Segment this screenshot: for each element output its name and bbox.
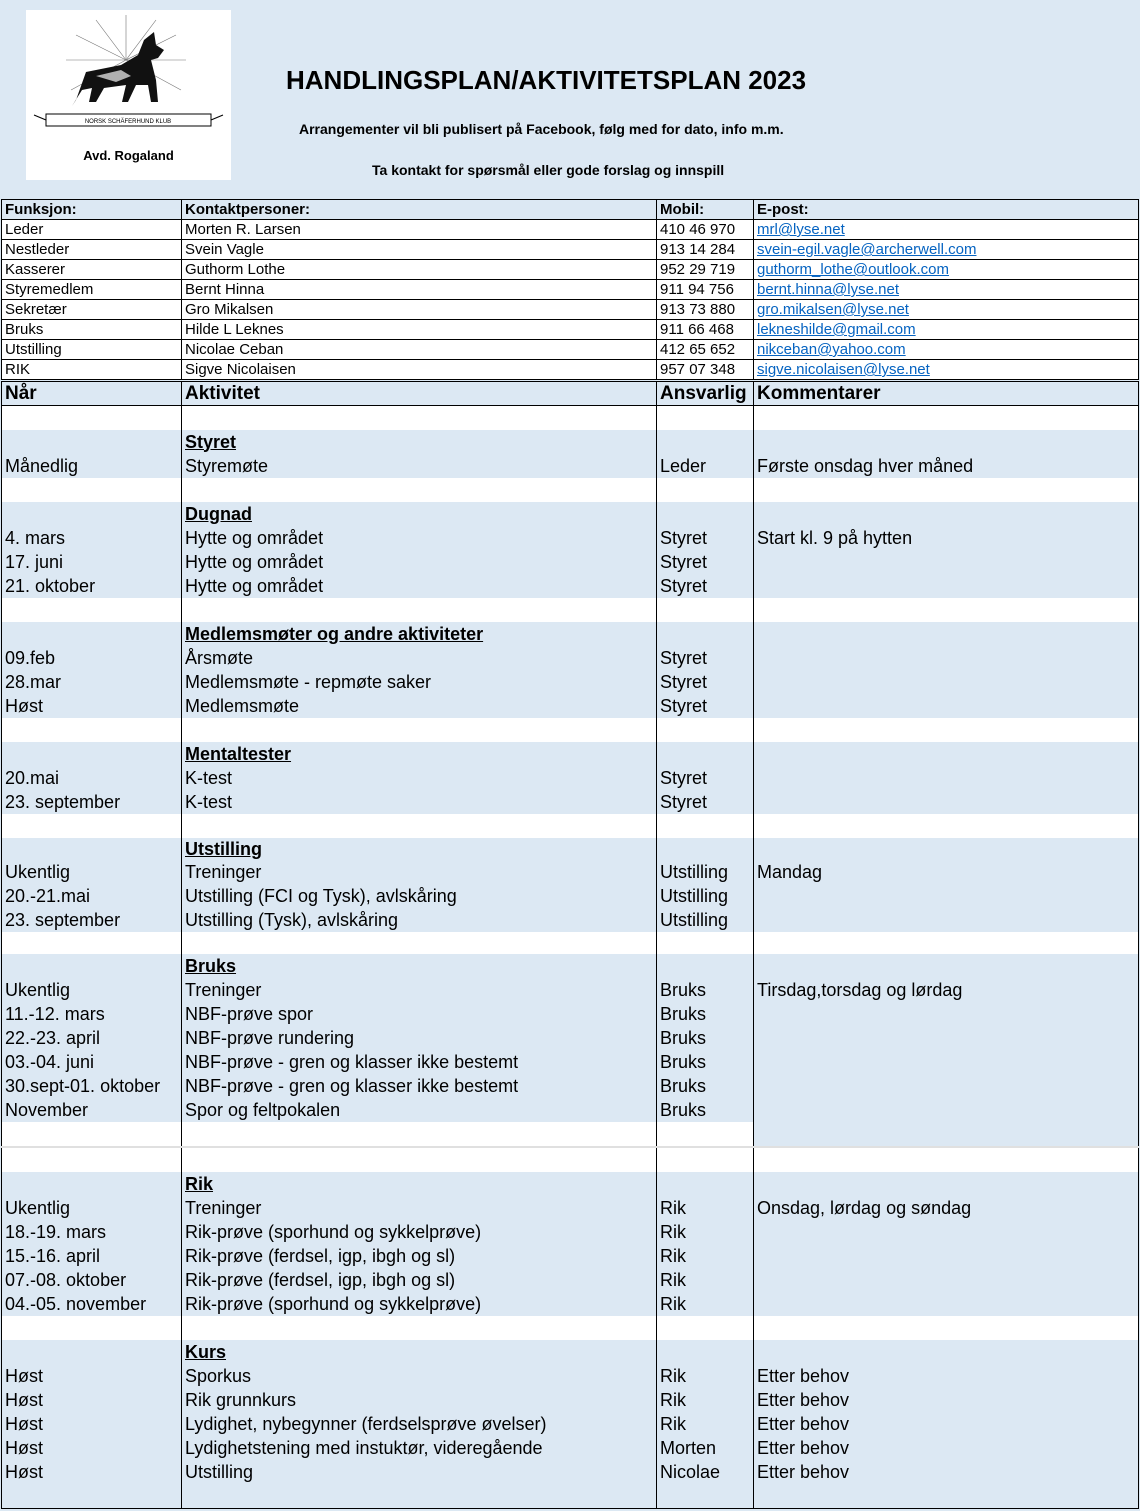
plan-comment [754,718,1139,742]
plan-row [2,1002,1139,1026]
plan-activity: Utstilling [182,1460,657,1484]
plan-date: Ukentlig [2,978,182,1002]
plan-date [2,1147,182,1172]
plan-date [2,598,182,622]
plan-date: November [2,1098,182,1122]
contact-mobile: 957 07 348 [657,360,754,380]
plan-activity: Lydighetstening med instuktør, videregående [182,1436,657,1460]
plan-responsible: Styret [657,550,754,574]
contact-function: Utstilling [2,340,182,360]
contact-header-row [2,200,1139,220]
plan-responsible: Rik [657,1268,754,1292]
plan-date: Høst [2,1436,182,1460]
plan-activity [182,814,657,838]
plan-responsible: Rik [657,1220,754,1244]
plan-date: 22.-23. april [2,1026,182,1050]
plan-responsible: Styret [657,526,754,550]
plan-responsible: Bruks [657,1026,754,1050]
plan-responsible: Rik [657,1388,754,1412]
contact-row [2,300,1139,320]
plan-activity: NBF-prøve spor [182,1002,657,1026]
document-header [1,1,1138,199]
plan-row [2,694,1139,718]
plan-activity: Rik-prøve (ferdsel, igp, ibgh og sl) [182,1244,657,1268]
plan-responsible [657,1484,754,1509]
plan-comment [754,646,1139,670]
plan-responsible [657,814,754,838]
plan-responsible: Bruks [657,1098,754,1122]
page-title: HANDLINGSPLAN/AKTIVITETSPLAN 2023 [286,65,807,95]
plan-comment [754,1098,1139,1122]
plan-comment [754,478,1139,502]
plan-row [2,790,1139,814]
contact-mobile: 913 14 284 [657,240,754,260]
plan-activity [182,598,657,622]
plan-comment [754,932,1139,954]
plan-comment [754,670,1139,694]
plan-comment [754,884,1139,908]
plan-comment: Etter behov [754,1460,1139,1484]
plan-activity [182,718,657,742]
plan-activity: Hytte og området [182,550,657,574]
contact-function: RIK [2,360,182,380]
plan-comment [754,1050,1139,1074]
plan-activity: Rik-prøve (sporhund og sykkelprøve) [182,1220,657,1244]
plan-comment [754,954,1139,978]
plan-responsible [657,430,754,454]
plan-date: 15.-16. april [2,1244,182,1268]
plan-comment [754,1122,1139,1147]
plan-activity: Spor og feltpokalen [182,1098,657,1122]
plan-header-date: Når [2,382,182,406]
plan-date [2,1122,182,1147]
section-heading-row [2,622,1139,646]
plan-header-activity: Aktivitet [182,382,657,406]
plan-row [2,1196,1139,1220]
plan-date: Månedlig [2,454,182,478]
contact-function: Leder [2,220,182,240]
plan-comment [754,574,1139,598]
plan-row [2,1316,1139,1340]
contact-contact-person: Guthorm Lothe [182,260,657,280]
plan-activity: NBF-prøve rundering [182,1026,657,1050]
plan-date [2,1316,182,1340]
plan-responsible: Styret [657,646,754,670]
plan-responsible: Leder [657,454,754,478]
plan-activity: K-test [182,766,657,790]
plan-responsible [657,1122,754,1147]
plan-date: 18.-19. mars [2,1220,182,1244]
plan-header-responsible: Ansvarlig [657,382,754,406]
plan-date: Høst [2,1364,182,1388]
plan-date: Høst [2,1388,182,1412]
section-heading-row [2,742,1139,766]
plan-responsible: Utstilling [657,860,754,884]
plan-row [2,1484,1139,1509]
plan-activity: Treninger [182,1196,657,1220]
plan-comment: Onsdag, lørdag og søndag [754,1196,1139,1220]
plan-activity [182,406,657,431]
plan-date [2,742,182,766]
section-heading-row [2,430,1139,454]
plan-row [2,454,1139,478]
plan-responsible: Rik [657,1244,754,1268]
plan-comment [754,1340,1139,1364]
plan-row [2,718,1139,742]
logo-ribbon-text: NORSK SCHÄFERHUND KLUB [84,119,172,125]
contact-contact-person: Bernt Hinna [182,280,657,300]
section-heading: Utstilling [182,838,657,860]
section-heading-row [2,1340,1139,1364]
contact-mobile: 911 94 756 [657,280,754,300]
contact-mobile: 911 66 468 [657,320,754,340]
plan-activity [182,1122,657,1147]
plan-row [2,814,1139,838]
plan-date: 20.-21.mai [2,884,182,908]
plan-row [2,978,1139,1002]
contact-header-email: E-post: [754,200,1139,220]
plan-comment: Etter behov [754,1364,1139,1388]
subtitle-contact: Ta kontakt for spørsmål eller gode forslag og innspill [372,162,725,178]
email-link[interactable]: svein-egil.vagle@archerwell.com [754,240,1139,260]
plan-responsible: Nicolae [657,1460,754,1484]
plan-date: Ukentlig [2,860,182,884]
plan-activity [182,1316,657,1340]
plan-responsible [657,406,754,431]
contact-mobile: 412 65 652 [657,340,754,360]
plan-comment [754,1292,1139,1316]
contact-mobile: 410 46 970 [657,220,754,240]
plan-comment [754,838,1139,860]
plan-comment [754,908,1139,932]
plan-date [2,406,182,431]
plan-row [2,406,1139,431]
club-logo [26,10,231,180]
contact-contact-person: Svein Vagle [182,240,657,260]
plan-responsible [657,1340,754,1364]
plan-activity: Hytte og området [182,574,657,598]
section-heading: Mentaltester [182,742,657,766]
plan-date: 21. oktober [2,574,182,598]
contact-mobile: 913 73 880 [657,300,754,320]
plan-activity: Rik-prøve (ferdsel, igp, ibgh og sl) [182,1268,657,1292]
plan-responsible [657,622,754,646]
plan-responsible: Styret [657,766,754,790]
plan-date: Høst [2,1460,182,1484]
plan-date [2,814,182,838]
plan-date: 4. mars [2,526,182,550]
plan-comment [754,598,1139,622]
plan-row [2,550,1139,574]
plan-comment [754,1002,1139,1026]
section-heading: Kurs [182,1340,657,1364]
section-heading: Dugnad [182,502,657,526]
contact-header-function: Funksjon: [2,200,182,220]
plan-comment: Etter behov [754,1412,1139,1436]
plan-date: 11.-12. mars [2,1002,182,1026]
section-heading: Medlemsmøter og andre aktiviteter [182,622,657,646]
plan-activity: Utstilling (Tysk), avlskåring [182,908,657,932]
plan-date [2,1484,182,1509]
plan-date [2,838,182,860]
plan-row [2,1268,1139,1292]
plan-activity: Årsmøte [182,646,657,670]
plan-date: Høst [2,694,182,718]
plan-row [2,884,1139,908]
plan-row [2,1364,1139,1388]
email-link[interactable]: lekneshilde@gmail.com [754,320,1139,340]
plan-date: 03.-04. juni [2,1050,182,1074]
plan-responsible: Styret [657,670,754,694]
plan-responsible: Utstilling [657,908,754,932]
plan-date: 28.mar [2,670,182,694]
plan-date [2,718,182,742]
plan-responsible: Bruks [657,978,754,1002]
plan-date [2,622,182,646]
plan-row [2,1388,1139,1412]
email-link[interactable]: gro.mikalsen@lyse.net [754,300,1139,320]
email-link[interactable]: sigve.nicolaisen@lyse.net [754,360,1139,380]
plan-responsible [657,1172,754,1196]
plan-activity: K-test [182,790,657,814]
contact-function: Kasserer [2,260,182,280]
plan-row [2,908,1139,932]
plan-comment [754,1074,1139,1098]
plan-comment [754,622,1139,646]
plan-responsible: Bruks [657,1050,754,1074]
contact-row [2,240,1139,260]
plan-comment [754,1220,1139,1244]
plan-activity: Rik grunnkurs [182,1388,657,1412]
plan-comment [754,430,1139,454]
plan-activity: Hytte og området [182,526,657,550]
plan-date [2,932,182,954]
plan-comment [754,1316,1139,1340]
plan-comment [754,550,1139,574]
contact-row [2,260,1139,280]
plan-comment [754,790,1139,814]
plan-responsible: Styret [657,574,754,598]
plan-activity [182,478,657,502]
plan-date [2,1340,182,1364]
email-link[interactable]: nikceban@yahoo.com [754,340,1139,360]
contact-row [2,320,1139,340]
plan-comment: Første onsdag hver måned [754,454,1139,478]
plan-responsible: Bruks [657,1002,754,1026]
section-heading: Rik [182,1172,657,1196]
plan-activity: NBF-prøve - gren og klasser ikke bestemt [182,1074,657,1098]
email-link[interactable]: mrl@lyse.net [754,220,1139,240]
plan-comment [754,742,1139,766]
section-heading-row [2,838,1139,860]
plan-row [2,670,1139,694]
contact-contact-person: Sigve Nicolaisen [182,360,657,380]
logo-caption: Avd. Rogaland [83,148,174,163]
plan-row [2,574,1139,598]
plan-activity: Treninger [182,978,657,1002]
plan-comment [754,1268,1139,1292]
plan-activity: Sporkus [182,1364,657,1388]
plan-responsible [657,838,754,860]
plan-responsible [657,742,754,766]
section-heading: Bruks [182,954,657,978]
section-heading: Styret [182,430,657,454]
plan-row [2,1412,1139,1436]
plan-row [2,860,1139,884]
plan-comment: Etter behov [754,1388,1139,1412]
contact-function: Sekretær [2,300,182,320]
plan-row [2,932,1139,954]
plan-row [2,1026,1139,1050]
contact-contact-person: Gro Mikalsen [182,300,657,320]
plan-responsible [657,1316,754,1340]
plan-row [2,1436,1139,1460]
plan-activity: Rik-prøve (sporhund og sykkelprøve) [182,1292,657,1316]
plan-responsible [657,502,754,526]
section-heading-row [2,502,1139,526]
contact-function: Styremedlem [2,280,182,300]
contact-row [2,340,1139,360]
contact-contact-person: Hilde L Leknes [182,320,657,340]
plan-responsible: Rik [657,1292,754,1316]
plan-responsible: Rik [657,1196,754,1220]
contact-table [1,199,1139,380]
contact-header-mobile: Mobil: [657,200,754,220]
plan-date: Ukentlig [2,1196,182,1220]
contact-function: Nestleder [2,240,182,260]
plan-comment: Mandag [754,860,1139,884]
contact-contact-person: Morten R. Larsen [182,220,657,240]
plan-row [2,1074,1139,1098]
plan-responsible [657,954,754,978]
subtitle-facebook: Arrangementer vil bli publisert på Facebook, følg med for dato, info m.m. [299,121,784,137]
plan-date: Høst [2,1412,182,1436]
contact-function: Bruks [2,320,182,340]
plan-row [2,598,1139,622]
plan-row [2,1292,1139,1316]
plan-responsible: Rik [657,1364,754,1388]
plan-comment: Start kl. 9 på hytten [754,526,1139,550]
plan-activity: Treninger [182,860,657,884]
contact-row [2,360,1139,380]
plan-row [2,646,1139,670]
email-link[interactable]: guthorm_lothe@outlook.com [754,260,1139,280]
plan-row [2,766,1139,790]
plan-comment: Etter behov [754,1436,1139,1460]
plan-row [2,526,1139,550]
plan-row [2,1050,1139,1074]
plan-comment [754,1484,1139,1509]
plan-row [2,1147,1139,1172]
plan-activity: Medlemsmøte [182,694,657,718]
contact-header-contact-person: Kontaktpersoner: [182,200,657,220]
plan-responsible [657,1147,754,1172]
contact-row [2,280,1139,300]
plan-responsible [657,932,754,954]
section-heading-row [2,954,1139,978]
contact-contact-person: Nicolae Ceban [182,340,657,360]
plan-responsible: Utstilling [657,884,754,908]
plan-activity: Medlemsmøte - repmøte saker [182,670,657,694]
activity-plan-table [1,381,1139,1509]
plan-responsible: Styret [657,790,754,814]
plan-activity: Lydighet, nybegynner (ferdselsprøve øvelser) [182,1412,657,1436]
plan-comment [754,1244,1139,1268]
plan-responsible: Bruks [657,1074,754,1098]
plan-activity: Styremøte [182,454,657,478]
plan-date: 17. juni [2,550,182,574]
plan-date: 23. september [2,908,182,932]
plan-responsible: Morten [657,1436,754,1460]
plan-row [2,1098,1139,1122]
plan-activity [182,932,657,954]
plan-activity: Utstilling (FCI og Tysk), avlskåring [182,884,657,908]
plan-date: 30.sept-01. oktober [2,1074,182,1098]
plan-comment [754,1026,1139,1050]
plan-date [2,430,182,454]
plan-comment [754,1172,1139,1196]
plan-activity [182,1484,657,1509]
plan-activity: NBF-prøve - gren og klasser ikke bestemt [182,1050,657,1074]
email-link[interactable]: bernt.hinna@lyse.net [754,280,1139,300]
plan-row [2,1460,1139,1484]
plan-comment [754,766,1139,790]
plan-header-comment: Kommentarer [754,382,1139,406]
plan-header-row [2,382,1139,406]
plan-comment [754,1147,1139,1172]
plan-activity [182,1147,657,1172]
plan-responsible: Styret [657,694,754,718]
plan-date [2,502,182,526]
plan-date: 20.mai [2,766,182,790]
plan-date: 07.-08. oktober [2,1268,182,1292]
plan-responsible [657,478,754,502]
plan-comment [754,814,1139,838]
plan-date: 09.feb [2,646,182,670]
plan-comment: Tirsdag,torsdag og lørdag [754,978,1139,1002]
plan-date: 04.-05. november [2,1292,182,1316]
contact-row [2,220,1139,240]
plan-comment [754,502,1139,526]
plan-date [2,478,182,502]
contact-mobile: 952 29 719 [657,260,754,280]
plan-row [2,1122,1139,1147]
plan-date [2,954,182,978]
plan-responsible: Rik [657,1412,754,1436]
plan-row [2,478,1139,502]
plan-comment [754,406,1139,431]
plan-date [2,1172,182,1196]
plan-date: 23. september [2,790,182,814]
section-heading-row [2,1172,1139,1196]
plan-comment [754,694,1139,718]
plan-row [2,1220,1139,1244]
plan-responsible [657,718,754,742]
plan-row [2,1244,1139,1268]
plan-responsible [657,598,754,622]
